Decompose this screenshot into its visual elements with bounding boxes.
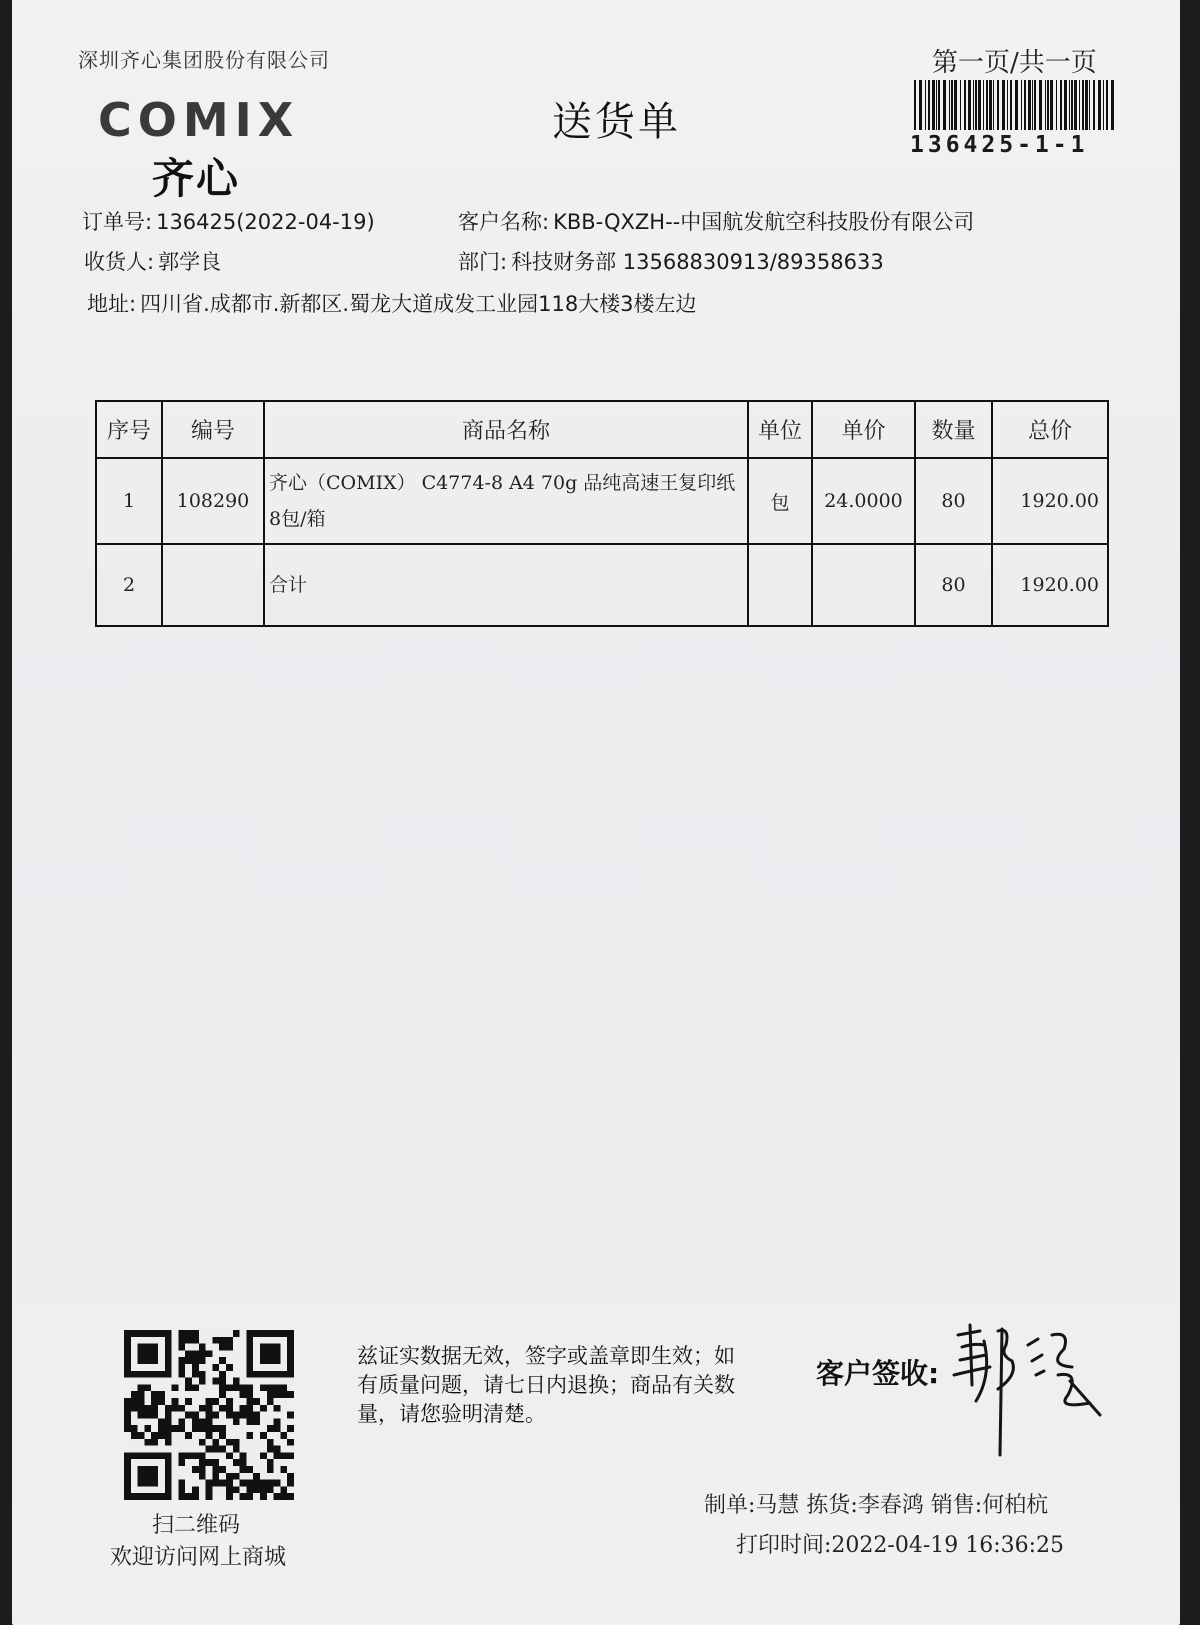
order-number: 136425(2022-04-19) bbox=[156, 210, 375, 234]
department-label: 部门: bbox=[458, 250, 508, 274]
qr-caption-mall: 欢迎访问网上商城 bbox=[110, 1545, 287, 1570]
cell-price: 24.0000 bbox=[812, 458, 915, 544]
address-value: 四川省.成都市.新都区.蜀龙大道成发工业园118大楼3楼左边 bbox=[140, 292, 697, 316]
customer-name: KBB-QXZH--中国航发航空科技股份有限公司 bbox=[553, 210, 975, 234]
column-header: 商品名称 bbox=[264, 401, 748, 458]
order-number-label: 订单号: bbox=[82, 210, 153, 234]
delivery-note-paper bbox=[12, 0, 1180, 1625]
validity-notice: 兹证实数据无效，签字或盖章即生效；如有质量问题，请七日内退换；商品有关数量，请您验明清楚。 bbox=[357, 1344, 735, 1426]
goods-table bbox=[95, 400, 1109, 627]
document-title: 送货单 bbox=[552, 99, 681, 145]
cell-qty: 80 bbox=[915, 544, 992, 626]
column-header: 编号 bbox=[162, 401, 264, 458]
cell-price bbox=[812, 544, 915, 626]
receiver-name: 郭学良 bbox=[158, 250, 222, 274]
cell-code bbox=[162, 544, 264, 626]
order-number-row bbox=[82, 206, 375, 236]
comix-logo bbox=[98, 96, 318, 150]
cell-product-name bbox=[264, 458, 748, 544]
product-name-line1: 合计 bbox=[269, 574, 308, 596]
cell-total: 1920.00 bbox=[992, 544, 1108, 626]
qr-code[interactable] bbox=[124, 1330, 294, 1504]
customer-label: 客户名称: bbox=[458, 210, 550, 234]
cell-code: 108290 bbox=[162, 458, 264, 544]
barcode bbox=[912, 80, 1122, 134]
cell-unit: 包 bbox=[748, 458, 812, 544]
logo-chinese: 齐心 bbox=[152, 154, 241, 203]
receiver-row bbox=[84, 246, 221, 276]
cell-unit bbox=[748, 544, 812, 626]
cell-qty: 80 bbox=[915, 458, 992, 544]
logo-wordmark: COMIX bbox=[98, 96, 300, 146]
print-time: 打印时间:2022-04-19 16:36:25 bbox=[736, 1533, 1065, 1558]
customer-row bbox=[458, 206, 974, 236]
handwritten-signature bbox=[940, 1305, 1110, 1469]
address-row bbox=[87, 288, 697, 318]
table-header-row bbox=[96, 401, 1108, 458]
column-header: 序号 bbox=[96, 401, 162, 458]
cell-seq: 1 bbox=[96, 458, 162, 544]
receiver-label: 收货人: bbox=[84, 250, 155, 274]
column-header: 单位 bbox=[748, 401, 812, 458]
barcode-number: 136425-1-1 bbox=[910, 132, 1089, 158]
product-name-line2: 8包/箱 bbox=[269, 508, 326, 530]
column-header: 数量 bbox=[915, 401, 992, 458]
address-label: 地址: bbox=[87, 292, 137, 316]
staff-info: 制单:马慧 拣货:李春鸿 销售:何柏杭 bbox=[704, 1493, 1049, 1518]
cell-seq: 2 bbox=[96, 544, 162, 626]
cell-product-name bbox=[264, 544, 748, 626]
department-row bbox=[458, 246, 884, 276]
page-indicator: 第一页/共一页 bbox=[932, 48, 1097, 78]
column-header: 单价 bbox=[812, 401, 915, 458]
product-name-line1: 齐心（COMIX） C4774-8 A4 70g 品纯高速王复印纸 bbox=[269, 472, 736, 494]
table-row bbox=[96, 458, 1108, 544]
company-name: 深圳齐心集团股份有限公司 bbox=[78, 48, 330, 72]
qr-caption-scan: 扫二维码 bbox=[152, 1513, 241, 1538]
department-value: 科技财务部 13568830913/89358633 bbox=[511, 250, 884, 274]
cell-total: 1920.00 bbox=[992, 458, 1108, 544]
column-header: 总价 bbox=[992, 401, 1108, 458]
table-row bbox=[96, 544, 1108, 626]
customer-sign-label: 客户签收: bbox=[816, 1357, 940, 1390]
